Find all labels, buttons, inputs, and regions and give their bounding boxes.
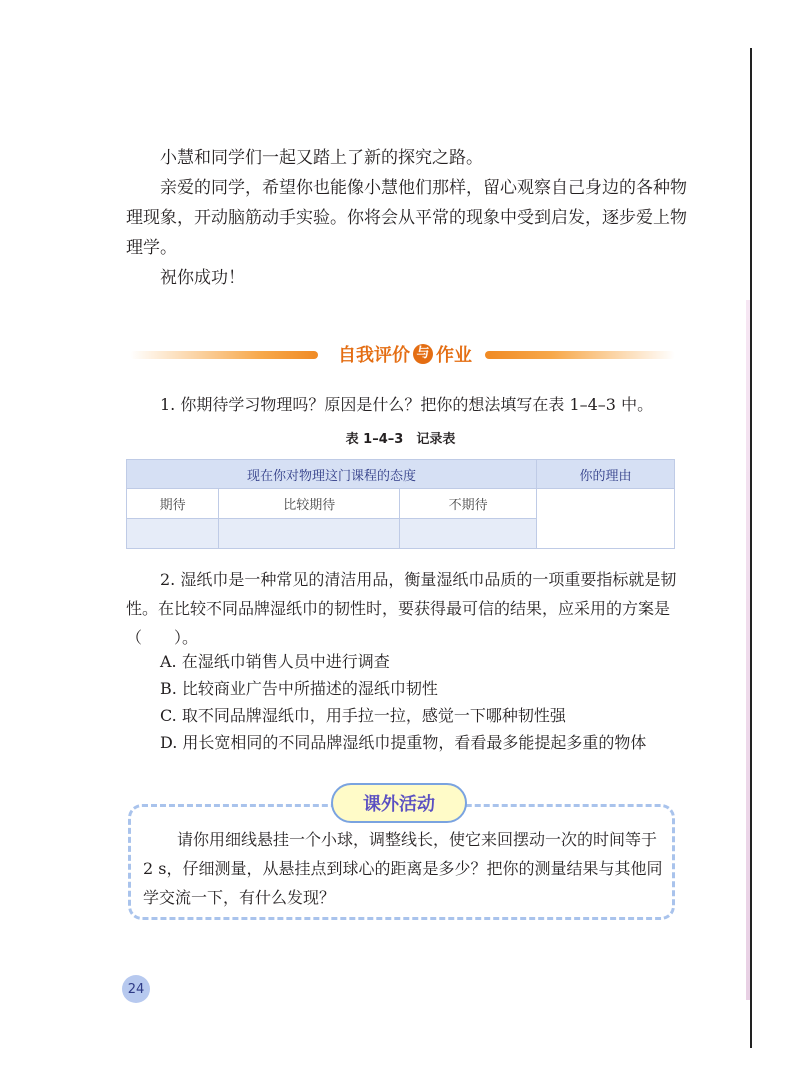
option-b: B. 比较商业广告中所描述的湿纸巾韧性 [160,679,438,698]
option-a: A. 在湿纸巾销售人员中进行调查 [160,652,390,671]
page-edge-line [750,48,752,1048]
question-2-options [160,648,700,756]
activity-title: 课外活动 [331,783,467,823]
table-option-not-expect: 不期待 [400,489,537,519]
table-option-somewhat-expect: 比较期待 [219,489,400,519]
record-table [126,459,675,549]
heading-bar-right [485,351,675,359]
option-d: D. 用长宽相同的不同品牌湿纸巾提重物，看看最多能提起多重的物体 [160,733,647,752]
table-reason-cell[interactable] [537,489,675,549]
section-heading [130,341,675,367]
table-blank-not-expect[interactable] [400,519,537,549]
table-header-reason: 你的理由 [537,460,675,489]
question-2-stem: 2. 湿纸巾是一种常见的清洁用品，衡量湿纸巾品质的一项重要指标就是韧性。在比较不同品牌湿纸巾的韧性时，要获得最可信的结果，应采用的方案是（ ）。 [126,570,677,647]
table-blank-expect[interactable] [127,519,219,549]
heading-badge: 与 [413,344,433,364]
heading-text [330,341,480,367]
intro-line-1: 小慧和同学们一起又踏上了新的探究之路。 [160,148,483,168]
activity-text: 请你用细线悬挂一个小球，调整线长，使它来回摆动一次的时间等于 2 s，仔细测量，从悬挂点到球心的距离是多少？把你的测量结果与其他同学交流一下，有什么发现？ [143,830,663,907]
table-option-expect: 期待 [127,489,219,519]
table-blank-somewhat-expect[interactable] [219,519,400,549]
page-edge-tint [746,300,750,1000]
page-number: 24 [122,975,150,1003]
heading-bar-left [130,351,318,359]
option-c: C. 取不同品牌湿纸巾，用手拉一拉，感觉一下哪种韧性强 [160,706,566,725]
question-1: 1. 你期待学习物理吗？原因是什么？把你的想法填写在表 1–4–3 中。 [160,395,654,414]
intro-paragraph-3: 祝你成功！ [160,268,245,288]
heading-text-before: 自我评价 [338,345,410,366]
table-caption: 表 1–4–3 记录表 [345,432,456,447]
heading-text-after: 作业 [436,345,472,366]
intro-paragraph-2: 亲爱的同学，希望你也能像小慧他们那样，留心观察自己身边的各种物理现象，开动脑筋动手实验。你将会从平常的现象中受到启发，逐步爱上物理学。 [126,178,687,258]
table-header-attitude: 现在你对物理这门课程的态度 [127,460,537,489]
